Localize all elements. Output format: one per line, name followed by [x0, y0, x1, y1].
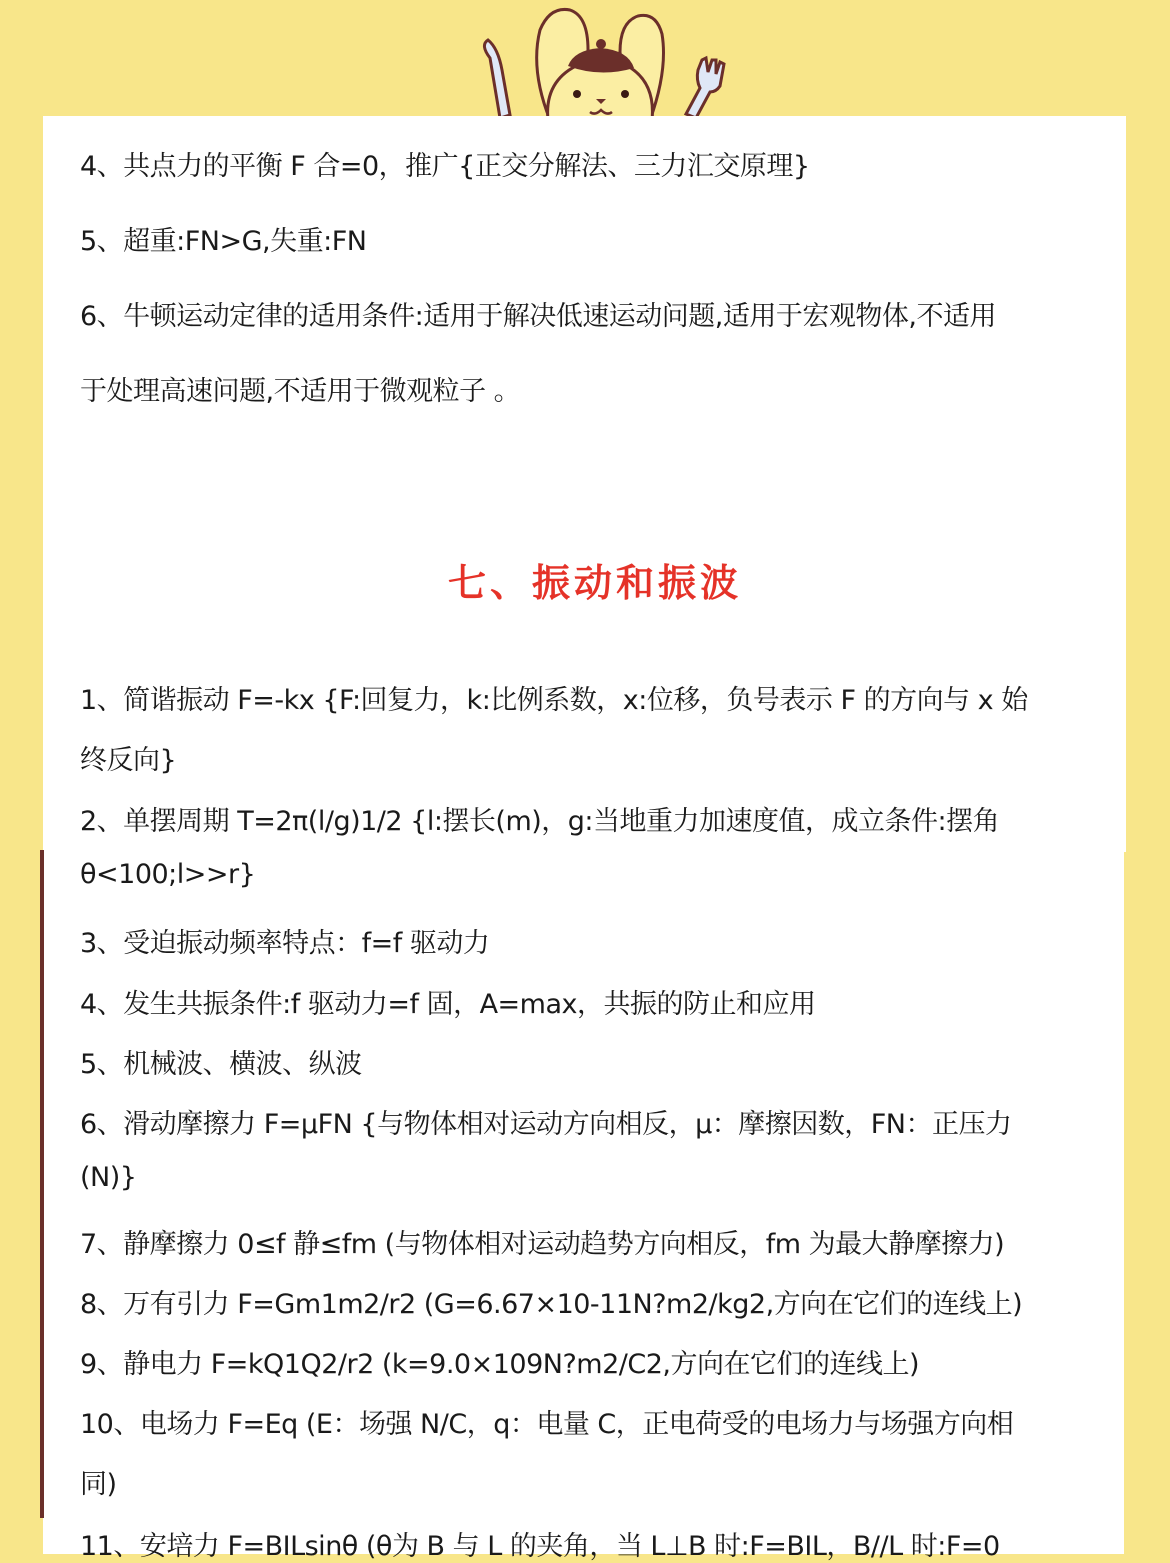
list-item-prev-5: 5、超重:FN>G,失重:FN	[80, 226, 367, 257]
list-item-6-cont: (N)}	[80, 1162, 137, 1193]
list-item-4: 4、发生共振条件:f 驱动力=f 固，A=max，共振的防止和应用	[80, 989, 816, 1020]
list-item-prev-6-cont: 于处理高速问题,不适用于微观粒子 。	[80, 376, 521, 407]
list-item-1: 1、简谐振动 F=-kx {F:回复力，k:比例系数，x:位移，负号表示 F 的方向与 x 始	[80, 685, 1028, 716]
list-item-prev-4: 4、共点力的平衡 F 合=0，推广{正交分解法、三力汇交原理}	[80, 151, 810, 182]
pompompurin-mascot-icon	[470, 0, 730, 120]
panel-left-border-accent	[40, 850, 44, 1518]
list-item-7: 7、静摩擦力 0≤f 静≤fm (与物体相对运动趋势方向相反，fm 为最大静摩擦力)	[80, 1229, 1005, 1260]
list-item-5: 5、机械波、横波、纵波	[80, 1049, 362, 1080]
list-item-prev-6: 6、牛顿运动定律的适用条件:适用于解决低速运动问题,适用于宏观物体,不适用	[80, 301, 996, 332]
section-heading: 七、振动和振波	[447, 561, 742, 605]
list-item-10: 10、电场力 F=Eq (E：场强 N/C，q：电量 C，正电荷受的电场力与场强方向相	[80, 1409, 1014, 1440]
list-item-6: 6、滑动摩擦力 F=μFN {与物体相对运动方向相反，μ：摩擦因数，FN：正压力	[80, 1109, 1012, 1140]
list-item-2: 2、单摆周期 T=2π(l/g)1/2 {l:摆长(m)，g:当地重力加速度值，成立条件:摆角	[80, 806, 1000, 837]
list-item-8: 8、万有引力 F=Gm1m2/r2 (G=6.67×10-11N?m2/kg2,方向在它们的连线上)	[80, 1289, 1023, 1320]
list-item-10-cont: 同)	[80, 1469, 117, 1500]
list-item-2-cont: θ<100;l>>r}	[80, 859, 256, 890]
list-item-11: 11、安培力 F=BILsinθ (θ为 B 与 L 的夹角，当 L⊥B 时:F=BIL，B//L 时:F=0	[80, 1531, 1000, 1562]
list-item-1-cont: 终反向}	[80, 745, 177, 776]
list-item-3: 3、受迫振动频率特点：f=f 驱动力	[80, 928, 490, 959]
list-item-9: 9、静电力 F=kQ1Q2/r2 (k=9.0×109N?m2/C2,方向在它们的连线上)	[80, 1349, 920, 1380]
